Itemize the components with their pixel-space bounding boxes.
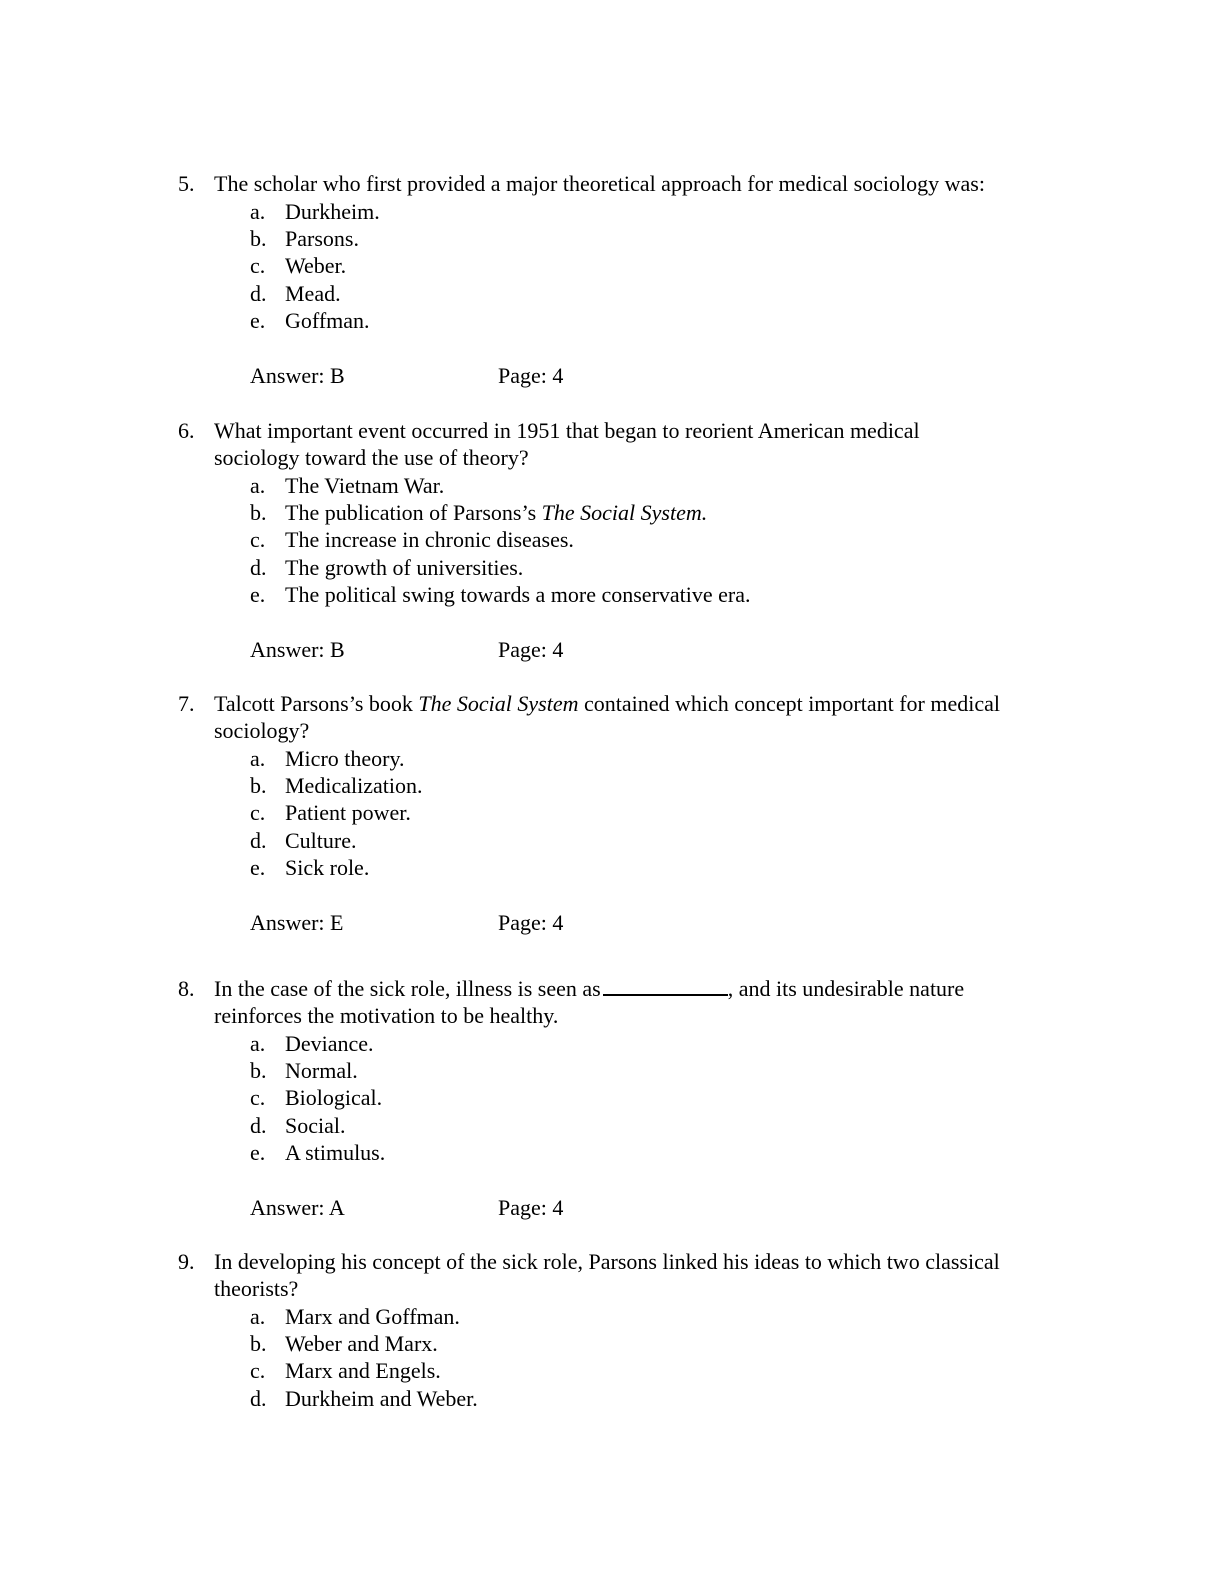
option-letter: c. — [250, 527, 266, 552]
question-stem: What important event occurred in 1951 that began to reorient American medical — [214, 418, 920, 443]
option-text: Durkheim and Weber. — [285, 1386, 478, 1411]
option-letter: b. — [250, 1058, 267, 1083]
question-stem: The scholar who first provided a major theoretical approach for medical sociology was: — [214, 171, 985, 196]
question-number: 6. — [178, 418, 195, 443]
option-text: Medicalization. — [285, 773, 423, 798]
question-stem-line-2: theorists? — [214, 1276, 299, 1301]
question-number: 9. — [178, 1249, 195, 1274]
option-letter: e. — [250, 1140, 266, 1165]
question-stem — [214, 690, 1000, 717]
option-letter: a. — [250, 473, 266, 498]
option-text: Durkheim. — [285, 199, 380, 224]
option-text: Deviance. — [285, 1031, 374, 1056]
question-stem-line-2: reinforces the motivation to be healthy. — [214, 1003, 559, 1028]
option-text: Parsons. — [285, 226, 359, 251]
option-letter: c. — [250, 253, 266, 278]
option-letter: a. — [250, 199, 266, 224]
option-text: Weber and Marx. — [285, 1331, 438, 1356]
option-text: Social. — [285, 1113, 346, 1138]
question-stem: In developing his concept of the sick role, Parsons linked his ideas to which two classical — [214, 1249, 1000, 1274]
answer-key: Answer: A — [250, 1195, 345, 1220]
page-reference: Page: 4 — [498, 1195, 564, 1220]
book-title: The Social System. — [541, 500, 708, 525]
option-letter: c. — [250, 800, 266, 825]
question-stem-line-2: sociology? — [214, 718, 310, 743]
option-letter: d. — [250, 1386, 267, 1411]
option-text: Marx and Engels. — [285, 1358, 441, 1383]
option-text: Sick role. — [285, 855, 370, 880]
question-stem-line-2: sociology toward the use of theory? — [214, 445, 529, 470]
page-reference: Page: 4 — [498, 637, 564, 662]
option-text: Culture. — [285, 828, 357, 853]
fill-in-blank — [603, 976, 728, 996]
option-letter: d. — [250, 828, 267, 853]
option-text: The increase in chronic diseases. — [285, 527, 574, 552]
answer-key: Answer: E — [250, 910, 344, 935]
option-letter: a. — [250, 746, 266, 771]
book-title: The Social System — [418, 691, 579, 716]
stem-text: contained which concept important for medical — [578, 691, 1001, 716]
option-letter: c. — [250, 1358, 266, 1383]
option-letter: b. — [250, 226, 267, 251]
option-letter: a. — [250, 1304, 266, 1329]
option-text: Micro theory. — [285, 746, 405, 771]
option-letter: b. — [250, 773, 267, 798]
option-letter: a. — [250, 1031, 266, 1056]
option-letter: d. — [250, 1113, 267, 1138]
option-letter: e. — [250, 308, 266, 333]
option-letter: d. — [250, 555, 267, 580]
option-text: The political swing towards a more conservative era. — [285, 582, 751, 607]
stem-text: Talcott Parsons’s book — [214, 691, 419, 716]
option-text: Goffman. — [285, 308, 370, 333]
option-letter: e. — [250, 855, 266, 880]
stem-text: , and its undesirable nature — [727, 976, 965, 1001]
answer-key: Answer: B — [250, 363, 345, 388]
option-letter: b. — [250, 1331, 267, 1356]
option-text: Patient power. — [285, 800, 411, 825]
question-number: 5. — [178, 171, 195, 196]
option-text — [285, 499, 707, 526]
option-text: Weber. — [285, 253, 347, 278]
option-text: The growth of universities. — [285, 555, 524, 580]
stem-text: In the case of the sick role, illness is seen as — [214, 976, 601, 1001]
option-letter: b. — [250, 500, 267, 525]
question-number: 8. — [178, 976, 195, 1001]
option-text: Biological. — [285, 1085, 383, 1110]
page-reference: Page: 4 — [498, 363, 564, 388]
option-text: A stimulus. — [285, 1140, 386, 1165]
option-text: Mead. — [285, 281, 341, 306]
answer-key: Answer: B — [250, 637, 345, 662]
question-stem — [214, 975, 964, 1002]
option-letter: e. — [250, 582, 266, 607]
page-reference: Page: 4 — [498, 910, 564, 935]
option-text-plain: The publication of Parsons’s — [285, 500, 542, 525]
option-text: Marx and Goffman. — [285, 1304, 460, 1329]
option-text: The Vietnam War. — [285, 473, 445, 498]
option-letter: c. — [250, 1085, 266, 1110]
option-letter: d. — [250, 281, 267, 306]
question-number: 7. — [178, 691, 195, 716]
option-text: Normal. — [285, 1058, 358, 1083]
